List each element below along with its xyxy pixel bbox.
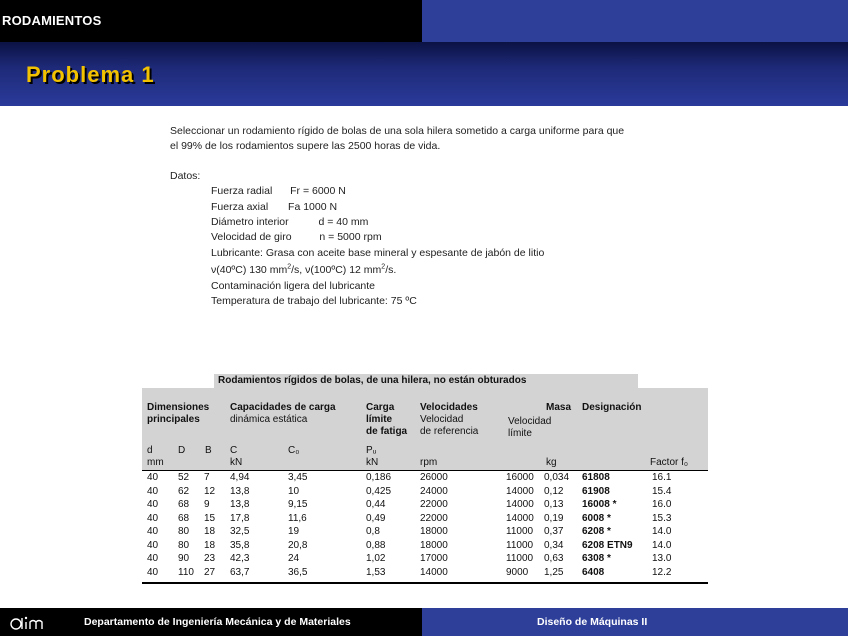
cell-Pu: 0,8: [366, 526, 380, 537]
cell-ref-speed: 24000: [420, 485, 448, 497]
cell-B: 15: [204, 512, 216, 524]
cell-B: 7: [204, 472, 210, 483]
cell-C: 63,7: [230, 566, 250, 578]
axial-force-row: [211, 200, 710, 215]
dimm-logo-icon: [8, 610, 48, 634]
cell-mass: 1,25: [544, 566, 564, 578]
cell-B: 12: [204, 485, 216, 497]
cell-limit-speed: 11000: [506, 539, 534, 551]
cell-d: 40: [147, 539, 159, 551]
viscosity-row: [211, 263, 710, 278]
cell-Pu: 0,44: [366, 499, 386, 510]
radial-force-row: [211, 184, 710, 199]
table-row: [142, 498, 708, 512]
header-capacities: Capacidades de carga: [230, 402, 336, 413]
cell-C0: 24: [288, 553, 300, 564]
cell-ref-speed: 22000: [420, 499, 448, 510]
table-rule-bottom: [142, 582, 708, 584]
cell-designation: 6408: [582, 566, 605, 578]
inner-diameter-value: d = 40 mm: [318, 216, 369, 229]
table-title: Rodamientos rígidos de bolas, de una hilera, no están obturados: [214, 374, 638, 388]
radial-force-label: Fuerza radial: [211, 185, 273, 198]
cell-ref-speed: 18000: [420, 526, 448, 537]
cell-designation: 6308 *: [582, 553, 611, 564]
slide-title: Problema 1: [26, 62, 155, 87]
cell-C: 35,8: [230, 539, 250, 551]
temperature-row: Temperatura de trabajo del lubricante: 75 ºC: [211, 295, 417, 308]
cell-B: 9: [204, 499, 210, 510]
cell-designation: 6208 *: [582, 526, 611, 537]
header-load-1: Carga: [366, 402, 395, 413]
header-designation: Designación: [582, 402, 642, 413]
cell-designation: 6008 *: [582, 512, 611, 524]
sub-kg: kg: [546, 457, 557, 468]
cell-C: 32,5: [230, 526, 250, 537]
cell-mass: 0,034: [544, 472, 570, 483]
table-row: [142, 539, 708, 553]
cell-factor: 12.2: [652, 566, 672, 578]
sub-factor: Factor f₀: [650, 457, 689, 468]
cell-designation: 16008 *: [582, 499, 617, 510]
radial-force-value: Fr = 6000 N: [290, 185, 346, 198]
viscosity-sup-2: 2: [381, 263, 386, 271]
table-row: [142, 525, 708, 539]
cell-limit-speed: 9000: [506, 566, 529, 578]
cell-mass: 0,19: [544, 512, 564, 524]
cell-factor: 13.0: [652, 553, 672, 564]
header-load-3: de fatiga: [366, 426, 408, 437]
cell-factor: 15.3: [652, 512, 672, 524]
cell-d: 40: [147, 485, 159, 497]
sub-D: D: [178, 445, 186, 456]
cell-Pu: 0,49: [366, 512, 386, 524]
cell-d: 40: [147, 553, 159, 564]
cell-ref-speed: 17000: [420, 553, 448, 564]
cell-mass: 0,13: [544, 499, 564, 510]
cell-D: 68: [178, 499, 190, 510]
title-band: [0, 42, 848, 106]
table-row: [142, 471, 708, 485]
cell-limit-speed: 14000: [506, 485, 534, 497]
cell-C0: 36,5: [288, 566, 308, 578]
sub-kN-1: kN: [230, 457, 243, 468]
header-accent-block: [422, 0, 848, 42]
header-limit-speed-1: Velocidad: [508, 416, 552, 427]
cell-C: 13,8: [230, 499, 250, 510]
cell-D: 80: [178, 539, 190, 551]
header-speeds: Velocidades: [420, 402, 478, 413]
cell-B: 23: [204, 553, 216, 564]
sub-B: B: [205, 445, 212, 456]
lubricant-row: Lubricante: Grasa con aceite base mineral y espesante de jabón de litio: [211, 246, 545, 259]
header-mass: Masa: [546, 402, 572, 413]
sub-C: C: [230, 445, 238, 456]
cell-C0: 3,45: [288, 472, 308, 483]
cell-d: 40: [147, 472, 159, 483]
cell-designation: 61808: [582, 472, 610, 483]
top-header-bar: [0, 0, 848, 42]
speed-row: [211, 230, 710, 245]
cell-D: 62: [178, 485, 190, 497]
speed-value: n = 5000 rpm: [319, 231, 382, 244]
cell-C0: 11,6: [288, 512, 307, 524]
cell-C0: 9,15: [288, 499, 308, 510]
cell-limit-speed: 11000: [506, 526, 534, 537]
cell-C0: 20,8: [288, 539, 308, 551]
viscosity-part-b: /s, ν(100ºC) 12 mm: [291, 264, 382, 277]
header-dimensions: Dimensiones: [147, 402, 210, 413]
problem-statement: [170, 124, 710, 309]
cell-D: 110: [178, 566, 194, 578]
cell-factor: 16.0: [652, 499, 672, 510]
cell-d: 40: [147, 512, 159, 524]
table-row: [142, 566, 708, 580]
header-limit-speed-2: límite: [508, 428, 532, 439]
sub-Pu: Pᵤ: [366, 445, 377, 456]
axial-force-label: Fuerza axial: [211, 200, 269, 213]
viscosity-part-c: /s.: [385, 264, 397, 277]
cell-factor: 14.0: [652, 539, 672, 551]
sub-d: d: [147, 445, 153, 456]
table-row: [142, 552, 708, 566]
axial-force-value: Fa 1000 N: [288, 200, 338, 213]
cell-C0: 10: [288, 485, 300, 497]
header-ref-speed-2: de referencia: [420, 426, 479, 437]
cell-ref-speed: 14000: [420, 566, 448, 578]
cell-D: 80: [178, 526, 190, 537]
sub-C0: C₀: [288, 445, 300, 456]
cell-B: 18: [204, 539, 216, 551]
cell-C0: 19: [288, 526, 300, 537]
table-body: [142, 471, 708, 579]
cell-factor: 15.4: [652, 485, 672, 497]
cell-mass: 0,63: [544, 553, 564, 564]
cell-mass: 0,37: [544, 526, 564, 537]
cell-Pu: 1,53: [366, 566, 386, 578]
cell-B: 27: [204, 566, 216, 578]
sub-mm: mm: [147, 457, 164, 468]
intro-line-2: el 99% de los rodamientos supere las 2500 horas de vida.: [170, 140, 441, 153]
cell-D: 90: [178, 553, 190, 564]
table-header: [142, 388, 708, 444]
cell-Pu: 0,88: [366, 539, 386, 551]
speed-label: Velocidad de giro: [211, 231, 292, 244]
course-name: Diseño de Máquinas II: [537, 616, 648, 628]
header-ref-speed-1: Velocidad: [420, 414, 464, 425]
cell-d: 40: [147, 566, 159, 578]
header-capacities-sub: dinámica estática: [230, 414, 308, 425]
cell-C: 13,8: [230, 485, 250, 497]
cell-d: 40: [147, 526, 159, 537]
cell-Pu: 1,02: [366, 553, 386, 564]
cell-factor: 16.1: [652, 472, 672, 483]
sub-kN-2: kN: [366, 457, 379, 468]
cell-Pu: 0,425: [366, 485, 392, 497]
cell-factor: 14.0: [652, 526, 672, 537]
cell-mass: 0,12: [544, 485, 564, 497]
department-name: Departamento de Ingeniería Mecánica y de Materiales: [84, 616, 351, 628]
intro-line-1: Seleccionar un rodamiento rígido de bolas de una sola hilera sometido a carga uniforme para que: [170, 125, 625, 137]
cell-limit-speed: 11000: [506, 553, 534, 564]
footer-bar: [0, 608, 848, 636]
cell-B: 18: [204, 526, 216, 537]
cell-C: 4,94: [230, 472, 250, 483]
contamination-row: Contaminación ligera del lubricante: [211, 279, 376, 292]
cell-designation: 6208 ETN9: [582, 539, 633, 551]
cell-D: 52: [178, 472, 190, 483]
cell-ref-speed: 22000: [420, 512, 448, 524]
inner-diameter-label: Diámetro interior: [211, 216, 289, 229]
sub-rpm: rpm: [420, 457, 438, 468]
inner-diameter-row: [211, 215, 710, 230]
table-row: [142, 512, 708, 526]
cell-ref-speed: 26000: [420, 472, 448, 483]
table-units-row: [142, 444, 708, 470]
table-row: [142, 485, 708, 499]
cell-ref-speed: 18000: [420, 539, 448, 551]
cell-C: 42,3: [230, 553, 250, 564]
cell-D: 68: [178, 512, 190, 524]
cell-Pu: 0,186: [366, 472, 392, 483]
cell-d: 40: [147, 499, 159, 510]
viscosity-part-a: ν(40ºC) 130 mm: [211, 264, 288, 277]
cell-mass: 0,34: [544, 539, 564, 551]
header-load-2: límite: [366, 414, 393, 425]
header-principal: principales: [147, 414, 200, 425]
cell-limit-speed: 14000: [506, 499, 534, 510]
cell-limit-speed: 14000: [506, 512, 534, 524]
section-label: RODAMIENTOS: [2, 13, 102, 28]
cell-C: 17,8: [230, 512, 250, 524]
cell-designation: 61908: [582, 485, 610, 497]
datos-label: Datos:: [170, 169, 201, 182]
cell-limit-speed: 16000: [506, 472, 534, 483]
viscosity-sup-1: 2: [287, 263, 292, 271]
datos-list: [170, 184, 710, 309]
